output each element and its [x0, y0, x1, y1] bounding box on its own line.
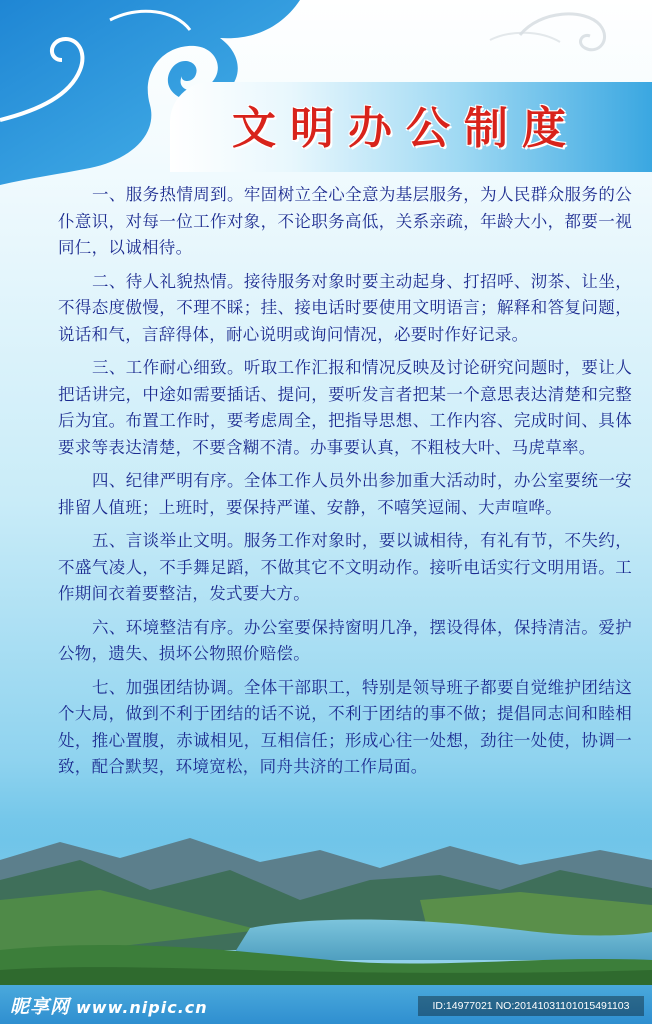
paragraph-7: 七、加强团结协调。全体干部职工，特别是领导班子都要自觉维护团结这个大局，做到不利于团结的话不说，不利于团结的事不做；提倡同志间和睦相处，推心置腹，赤诚相见，互相信任；形成心往一处想，劲往一处使，协调一致，配合默契，环境宽松，同舟共济的工作局面。 — [58, 677, 632, 776]
mountain-landscape-image — [0, 820, 652, 990]
paragraph-1: 一、服务热情周到。牢固树立全心全意为基层服务，为人民群众服务的公仆意识，对每一位工作对象，不论职务高低，关系亲疏，年龄大小，都要一视同仁，以诚相待。 — [58, 185, 632, 257]
paragraph-6: 六、环境整洁有序。办公室要保持窗明几净，摆设得体，保持清洁。爱护公物，遗失、损坏公物照价赔偿。 — [58, 617, 632, 663]
regulation-text — [58, 182, 632, 788]
paragraph-4: 四、纪律严明有序。全体工作人员外出参加重大活动时，办公室要统一安排留人值班；上班时，要保持严谨、安静，不嘻笑逗闹、大声喧哗。 — [58, 471, 632, 517]
paragraph-2: 二、待人礼貌热情。接待服务对象时要主动起身、打招呼、沏茶、让坐，不得态度傲慢，不理不睬；挂、接电话时要使用文明语言；解释和答复问题，说话和气，言辞得体，耐心说明或询问情况，必要时作好记录。 — [58, 271, 632, 344]
page-title: 文明办公制度 — [232, 103, 580, 154]
paragraph-5: 五、言谈举止文明。服务工作对象时，要以诚相待，有礼有节，不失约，不盛气凌人，不手舞足蹈，不做其它不文明动作。接听电话实行文明用语。工作期间衣着要整洁，发式要大方。 — [58, 531, 632, 603]
site-logo — [10, 992, 208, 1018]
paragraph-3: 三、工作耐心细致。听取工作汇报和情况反映及讨论研究问题时，要让人把话讲完，中途如需要插话、提问，要听发言者把某一个意思表达清楚和完整后为宜。布置工作时，要考虑周全，把指导思想、工作内容、完成时间、具体要求等表达清楚，不要含糊不清。办事要认真，不粗枝大叶、马虎草率。 — [58, 358, 632, 457]
logo-text: 昵享网 — [10, 996, 71, 1018]
site-url: www.nipic.cn — [76, 998, 208, 1017]
image-id-tag: ID:14977021 NO:20141031101015491103 — [418, 996, 644, 1016]
